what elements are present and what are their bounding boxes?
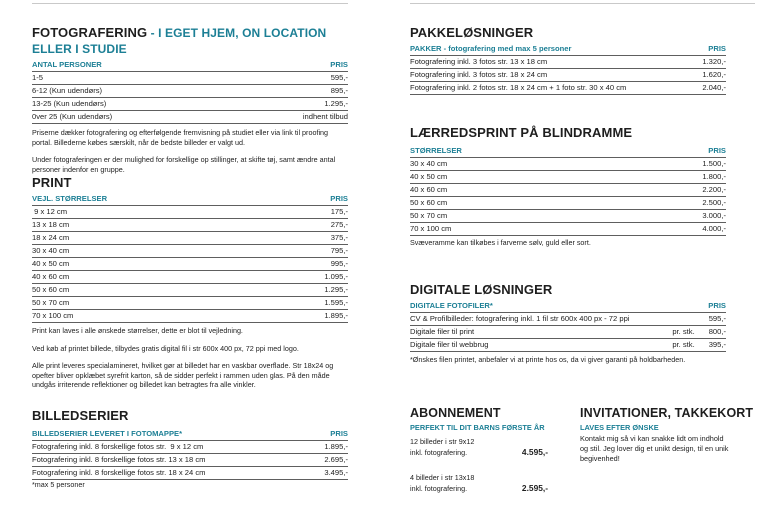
header-right: PRIS	[330, 60, 348, 69]
table-row	[32, 85, 348, 98]
row-label: 70 x 100 cm	[410, 224, 452, 233]
table-row	[410, 69, 726, 82]
row-label: CV & Profilbilleder: fotografering inkl. 1 fil str 600x 400 px - 72 ppi	[410, 314, 630, 323]
row-label: Fotografering inkl. 8 forskellige fotos str. 18 x 24 cm	[32, 468, 206, 477]
table-header	[410, 145, 726, 158]
table-row	[410, 326, 726, 339]
section-title: DIGITALE LØSNINGER	[410, 282, 553, 297]
top-rule-right	[410, 3, 755, 4]
header-left: PAKKER - fotografering med max 5 personer	[410, 44, 572, 53]
header-right: PRIS	[708, 146, 726, 155]
header-right: PRIS	[708, 301, 726, 310]
row-label: 9 x 12 cm	[32, 207, 68, 216]
table-row	[32, 454, 348, 467]
table-row	[32, 98, 348, 111]
row-label: Fotografering inkl. 2 fotos str. 18 x 24 cm + 1 foto str. 30 x 40 cm	[410, 83, 627, 92]
note: Alle print leveres specialamineret, hvilket gør at billedet har en vaskbar overflade. Str 18x24 og opefter bliver opklæbet syrefrit karton, så de sidder perfekt i rammen uden glas. På den måde undgås irriterende reflektioner og billedet kan betragtes fra alle vinkler.	[32, 361, 334, 390]
row-label: 40 x 60 cm	[32, 272, 70, 281]
header-left: STØRRELSER	[410, 146, 462, 155]
table-row	[410, 210, 726, 223]
row-label: 0ver 25 (Kun udendørs)	[32, 112, 113, 121]
header-left: BILLEDSERIER LEVERET I FOTOMAPPE*	[32, 429, 183, 438]
table-row	[410, 223, 726, 236]
header-right: PRIS	[330, 429, 348, 438]
row-label: 50 x 60 cm	[32, 285, 70, 294]
section-subtitle: LAVES EFTER ØNSKE	[580, 423, 659, 432]
table-row	[32, 441, 348, 454]
table-row	[410, 56, 726, 69]
header-left: DIGITALE FOTOFILER*	[410, 301, 493, 310]
section-invitationer	[580, 405, 754, 464]
row-label: 6-12 (Kun udendørs)	[32, 86, 103, 95]
table-row	[32, 310, 348, 323]
row-price: 1.295,-	[324, 285, 348, 294]
row-label: Fotografering inkl. 8 forskellige fotos str. 13 x 18 cm	[32, 455, 206, 464]
row-label: Fotografering inkl. 3 fotos str. 18 x 24 cm	[410, 70, 548, 79]
row-unit	[630, 313, 709, 325]
row-price: 1.500,-	[702, 159, 726, 168]
row-price: 1.895,-	[324, 311, 348, 320]
row-unit: pr. stk.	[672, 327, 695, 336]
row-price: 375,-	[330, 233, 348, 242]
row-price: 1.895,-	[324, 442, 348, 451]
table-row	[32, 245, 348, 258]
row-price: 1.620,-	[702, 70, 726, 79]
row-price: 2.040,-	[702, 83, 726, 92]
row-price: 175,-	[330, 207, 348, 216]
note: Priserne dækker fotografering og efterfølgende fremvisning på studiet eller via link til proofing portal. Billederne købes særskilt, når de bedste billeder er valgt ud.	[32, 128, 329, 147]
row-price: 1.295,-	[324, 99, 348, 108]
section-title	[32, 25, 348, 57]
table-row	[32, 111, 348, 124]
subscription-item	[410, 472, 558, 494]
row-label: Fotografering inkl. 3 fotos str. 13 x 18 cm	[410, 57, 548, 66]
table-row	[32, 258, 348, 271]
row-label: Digitale filer til webbrug	[410, 340, 489, 349]
header-right: PRIS	[330, 194, 348, 203]
row-label: 13-25 (Kun udendørs)	[32, 99, 107, 108]
section-title: BILLEDSERIER	[32, 408, 129, 423]
row-price: indhent tilbud	[302, 112, 348, 121]
row-label: Fotografering inkl. 8 forskellige fotos str. 9 x 12 cm	[32, 442, 204, 451]
row-price: 800,-	[708, 327, 726, 336]
row-label: 30 x 40 cm	[410, 159, 448, 168]
item-line1: 12 billeder i str 9x12	[410, 437, 475, 446]
row-price: 275,-	[330, 220, 348, 229]
section-title: LÆRREDSPRINT PÅ BLINDRAMME	[410, 125, 633, 140]
item-price: 2.595,-	[521, 483, 548, 493]
table-header	[32, 193, 348, 206]
table-header	[410, 43, 726, 56]
row-price: 995,-	[330, 259, 348, 268]
item-line2: inkl. fotografering.	[410, 448, 468, 457]
table-row	[32, 219, 348, 232]
item-line2: inkl. fotografering.	[410, 484, 468, 493]
table-row	[410, 197, 726, 210]
table-row	[32, 284, 348, 297]
row-price: 2.695,-	[324, 455, 348, 464]
row-label: 50 x 70 cm	[32, 298, 70, 307]
row-price: 795,-	[330, 246, 348, 255]
table-row	[32, 467, 348, 480]
row-label: Digitale filer til print	[410, 327, 475, 336]
table-row	[410, 339, 726, 352]
section-fotografering	[32, 25, 348, 174]
row-price: 895,-	[330, 86, 348, 95]
note: *max 5 personer	[32, 480, 85, 489]
note: Ved køb af printet billede, tilbydes gratis digital fil i str 600x 400 px, 72 ppi med logo.	[32, 343, 299, 353]
title-dash: -	[147, 26, 159, 40]
section-title: INVITATIONER, TAKKEKORT	[580, 406, 754, 420]
section-title: ABONNEMENT	[410, 406, 501, 420]
section-pakkeloesninger	[410, 25, 726, 95]
row-label: 30 x 40 cm	[32, 246, 70, 255]
table-header	[32, 428, 348, 441]
row-price: 595,-	[330, 73, 348, 82]
row-price: 395,-	[708, 340, 726, 349]
row-unit: pr. stk.	[672, 340, 695, 349]
table-row	[32, 232, 348, 245]
row-price: 1.800,-	[702, 172, 726, 181]
table-row	[410, 313, 726, 326]
header-right: PRIS	[708, 44, 726, 53]
row-label: 1-5	[32, 73, 43, 82]
item-price: 4.595,-	[521, 447, 548, 457]
section-digitale	[410, 282, 726, 365]
table-row	[410, 171, 726, 184]
row-price: 595,-	[708, 314, 726, 323]
row-price: 1.595,-	[324, 298, 348, 307]
row-label: 40 x 50 cm	[32, 259, 70, 268]
row-price: 3.495,-	[324, 468, 348, 477]
row-label: 50 x 60 cm	[410, 198, 448, 207]
note: Svæveramme kan tilkøbes i farverne sølv, guld eller sort.	[410, 238, 591, 247]
note: *Ønskes filen printet, anbefaler vi at printe hos os, da vi giver garanti på holdbarheden.	[410, 355, 686, 364]
invitation-text: Kontakt mig så vi kan snakke lidt om indhold og stil. Jeg lover dig et unikt design, til en unik begivenhed!	[580, 434, 729, 463]
section-subtitle: PERFEKT TIL DIT BARNS FØRSTE ÅR	[410, 423, 545, 432]
section-abonnement	[410, 405, 558, 494]
header-left: VEJL. STØRRELSER	[32, 194, 108, 203]
header-left: ANTAL PERSONER	[32, 60, 102, 69]
note: Under fotograferingen er der mulighed for forskellige op stillinger, at skifte tøj, samt ændre antal personer indenfor en gruppe.	[32, 155, 336, 174]
note: Print kan laves i alle ønskede størrelser, dette er blot til vejledning.	[32, 326, 243, 335]
row-label: 40 x 60 cm	[410, 185, 448, 194]
table-row	[32, 206, 348, 219]
row-price: 4.000,-	[702, 224, 726, 233]
table-row	[32, 297, 348, 310]
table-header	[32, 59, 348, 72]
subscription-item	[410, 436, 558, 458]
title-main: FOTOGRAFERING	[32, 25, 148, 40]
top-rule-left	[32, 3, 348, 4]
table-row	[410, 184, 726, 197]
title-subtitle: I EGET HJEM, ON LOCATION ELLER I STUDIE	[32, 26, 327, 56]
row-label: 13 x 18 cm	[32, 220, 70, 229]
table-row	[32, 72, 348, 85]
row-price: 2.200,-	[702, 185, 726, 194]
table-row	[410, 82, 726, 95]
section-title: PAKKELØSNINGER	[410, 25, 534, 40]
table-header	[410, 300, 726, 313]
section-title: PRINT	[32, 175, 72, 190]
item-line1: 4 billeder i str 13x18	[410, 473, 475, 482]
row-label: 70 x 100 cm	[32, 311, 74, 320]
row-price: 1.095,-	[324, 272, 348, 281]
section-laerredsprint	[410, 125, 726, 248]
row-price: 2.500,-	[702, 198, 726, 207]
table-row	[32, 271, 348, 284]
section-print	[32, 175, 348, 390]
row-price: 1.320,-	[702, 57, 726, 66]
row-label: 50 x 70 cm	[410, 211, 448, 220]
section-billedserier	[32, 408, 348, 490]
table-row	[410, 158, 726, 171]
row-label: 18 x 24 cm	[32, 233, 70, 242]
row-price: 3.000,-	[702, 211, 726, 220]
row-label: 40 x 50 cm	[410, 172, 448, 181]
